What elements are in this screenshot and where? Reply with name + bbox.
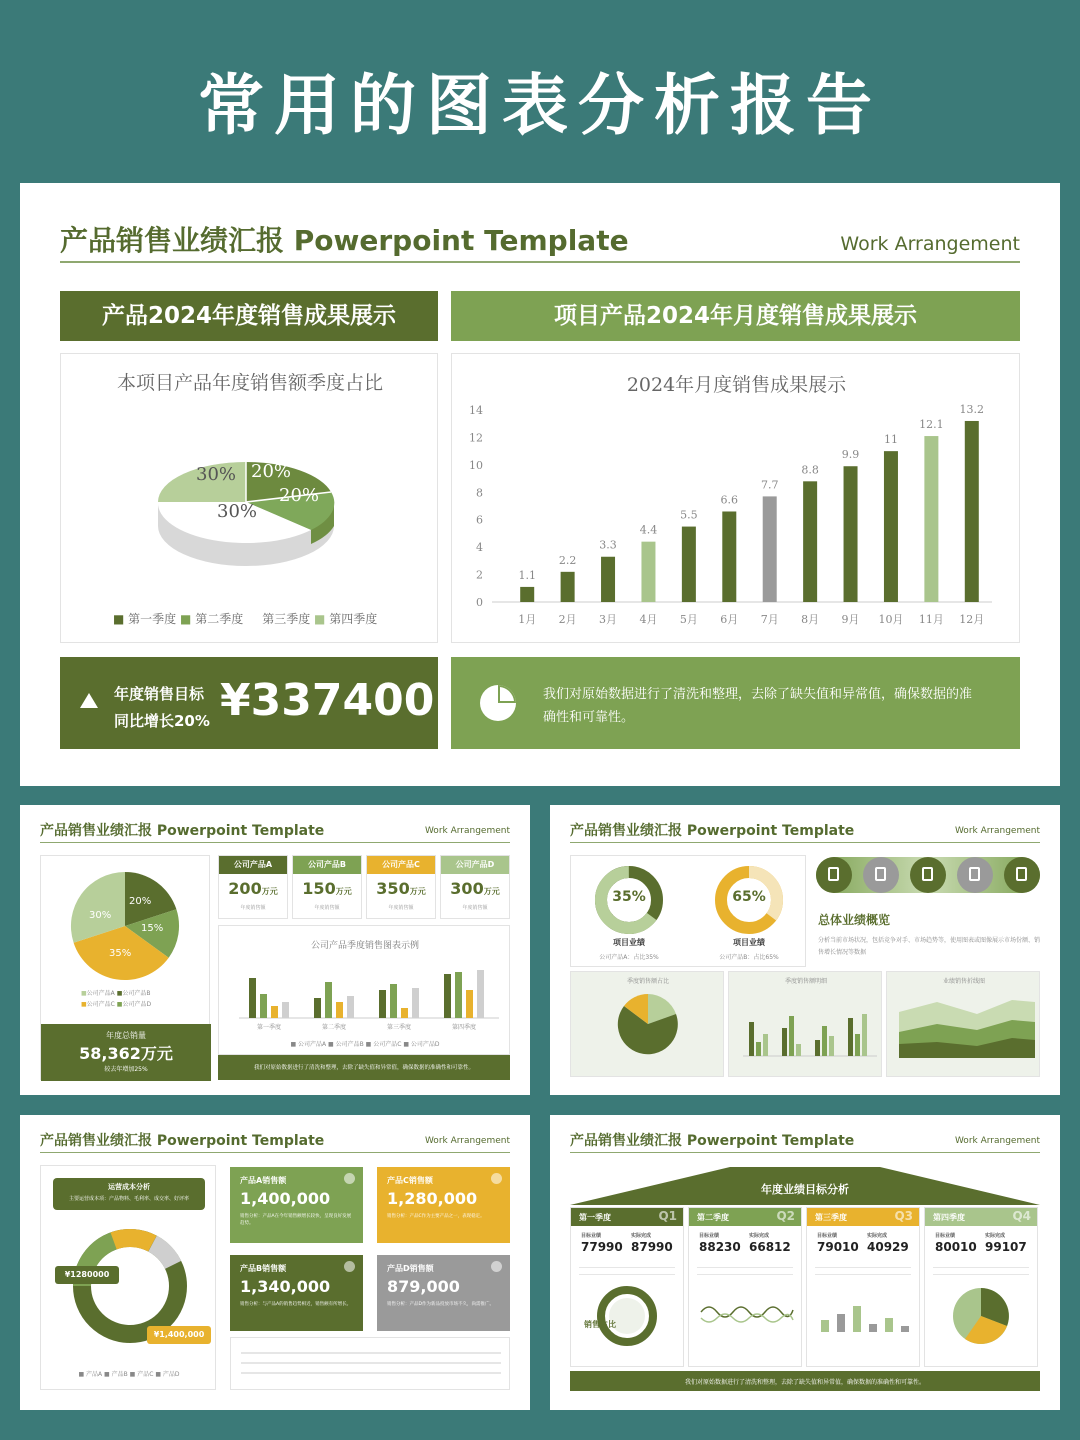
product-card-value [441,879,509,898]
thumb2-subtitle: Work Arrangement [954,826,1040,836]
thumb4-actual-value: 99107 [985,1240,1027,1254]
thumb4-actual-label: 实际完成 [867,1233,888,1239]
bookmark-icon[interactable] [910,857,946,893]
kpi-label-growth: 同比增长20% [114,712,210,730]
thumb1-total-box [41,1024,211,1081]
x-tick-label: 2月 [558,613,577,626]
product-unit: 万元 [483,887,500,896]
bar-value-label: 5.5 [680,508,698,522]
thumb2-donut2-value: 65% [732,889,766,905]
thumb3-divider [40,1152,510,1153]
thumb2-mini-title-1: 季度销售额占比 [626,978,669,985]
thumb4-note: 我们对原始数据进行了清洗和整理，去除了缺失值和异常值，确保数据的准确性和可靠性。 [684,1379,925,1386]
thumb2-mini-pie-panel [570,971,724,1077]
product-unit: 万元 [409,887,426,896]
bar-value-label: 2.2 [558,553,577,567]
bar-value-label: 13.2 [959,402,985,416]
thumb1-bar [249,978,256,1018]
thumb1-bar [325,982,332,1018]
bar-value-label: 1.1 [518,568,536,582]
thumb4-mini-chart [807,1282,919,1364]
thumb4-target-value: 77990 [581,1240,623,1254]
thumb4-text-lines [697,1264,793,1278]
thumb3-title: 产品销售业绩汇报 Powerpoint Template [40,1133,325,1149]
thumb1-subtitle: Work Arrangement [424,826,510,836]
bar-5月 [682,527,696,602]
t2-bar [815,1040,820,1056]
thumb1-x-label: 第三季度 [386,1024,412,1031]
thumb4-col-3 [924,1207,1038,1367]
thumb4-quarter-name: 第四季度 [933,1213,965,1222]
product-unit: 万元 [335,887,352,896]
bar-6月 [722,511,736,602]
thumb4-target-label: 目标业绩 [581,1233,602,1239]
thumb2-mini-bar-panel [728,971,882,1077]
thumb2-divider [570,842,1040,843]
file-icon-glyph [969,867,980,881]
thumb4-actual-value: 87990 [631,1240,673,1254]
note-icon-glyph [1016,867,1027,881]
thumb3-card-title: 产品A销售额 [240,1176,287,1185]
thumb1-total-value: 58,362万元 [79,1044,173,1063]
product-card-0 [218,855,288,919]
product-value: 150 [302,879,336,898]
thumb1-title: 产品销售业绩汇报 Powerpoint Template [40,823,325,839]
thumb3-card-2 [230,1255,363,1331]
thumb2-donut2-label: 项目业绩 [733,938,765,947]
thumb1-bar [271,1006,278,1018]
thumb4-quarter-tag: Q2 [776,1209,795,1223]
x-tick-label: 12月 [959,613,985,626]
thumb-slide-4 [550,1115,1060,1410]
thumb3-card-text: 销售分析：产品D作为新品投放市场不久，尚需推广。 [387,1302,494,1307]
y-tick-label: 0 [476,596,483,609]
thumb2-donut1-value: 35% [612,889,646,905]
kpi-band [60,657,438,749]
thumb2-donut1-label: 项目业绩 [613,938,645,947]
thumb1-pie [69,870,181,982]
thumb1-pie-legend: ■公司产品A ■公司产品B ■公司产品C ■公司产品D [81,990,152,1008]
bar-chart-panel [451,353,1020,643]
thumb2-title: 产品销售业绩汇报 Powerpoint Template [570,823,855,839]
thumb3-analysis-title: 运营成本分析 [108,1183,150,1191]
thumb1-note-band [218,1055,510,1080]
thumb1-pie-panel [40,855,210,1080]
thumb4-col-0 [570,1207,684,1367]
thumb4-col-1 [688,1207,802,1367]
bar-value-label: 12.1 [919,418,944,432]
thumb2-overview-text: 分析当前市场状况，包括竞争对手、市场趋势等，使用图表或图像展示市场份额、销售增长情况等数据 [818,937,1041,956]
thumb4-col-2 [806,1207,920,1367]
bar-9月 [844,466,858,602]
thumb1-bar [455,972,462,1018]
monthly-bar-chart [452,354,1021,644]
x-tick-label: 11月 [918,613,944,626]
chart-doc-icon-glyph [828,867,839,881]
x-tick-label: 8月 [801,613,820,626]
thumb4-col-header [807,1208,919,1226]
thumb3-text-lines [241,1348,501,1380]
thumb4-col-header [689,1208,801,1226]
thumb3-card-value: 1,400,000 [240,1189,331,1208]
thumb4-actual-label: 实际完成 [985,1233,1006,1239]
product-card-title: 公司产品A [219,856,287,874]
thumb4-target-label: 目标业绩 [699,1233,720,1239]
thumb4-actual-label: 实际完成 [631,1233,652,1239]
thumb4-quarter-tag: Q1 [658,1209,677,1223]
pie-label-q2: 20% [251,461,292,482]
thumb2-mini-bars [729,972,883,1078]
thumb1-pie-label-b: 20% [129,896,152,907]
thumb4-roof-title: 年度业绩目标分析 [761,1183,849,1196]
note-band [451,657,1020,749]
x-tick-label: 4月 [639,613,658,626]
thumb2-donuts-panel [570,855,806,967]
pie-title: 本项目产品年度销售额季度占比 [116,372,383,394]
product-card-note: 年度销售额 [462,905,488,911]
t2-bar [789,1016,794,1056]
thumb4-quarter-tag: Q3 [894,1209,913,1223]
thumb1-note: 我们对原始数据进行了清洗和整理，去除了缺失值和异常值，确保数据的准确性和可靠性。 [253,1065,474,1071]
thumb4-actual-label: 实际完成 [749,1233,770,1239]
product-card-title: 公司产品C [367,856,435,874]
bar-value-label: 7.7 [760,478,779,492]
main-slide [20,183,1060,786]
product-unit: 万元 [261,887,278,896]
thumb1-bar [314,998,321,1018]
t2-bar [822,1026,827,1056]
thumb3-legend: ■ 产品A ■ 产品B ■ 产品C ■ 产品D [78,1371,180,1378]
thumb3-card-1 [377,1167,510,1243]
thumb4-target-value: 88230 [699,1240,741,1254]
y-tick-label: 10 [469,458,483,472]
y-tick-label: 12 [469,431,483,445]
legend-q2: 第二季度 [195,612,244,626]
bar-3月 [601,557,615,602]
thumb3-card-value: 1,340,000 [240,1277,331,1296]
product-card-title: 公司产品B [293,856,361,874]
thumb1-pie-label-a: 30% [89,910,112,921]
file-icon[interactable] [957,857,993,893]
thumb1-bar [260,994,267,1018]
thumb1-divider [40,842,510,843]
thumb2-mini-title-3: 业绩销售折线图 [942,978,985,985]
kpi-value: ¥337400 [220,675,435,726]
thumb3-card-icon [344,1173,355,1184]
thumb4-target-label: 目标业绩 [935,1233,956,1239]
t2-bar [763,1034,768,1056]
thumb3-tag-1: ¥1280000 [55,1266,119,1284]
thumb3-card-title: 产品C销售额 [387,1176,433,1185]
thumb2-overview-title: 总体业绩概览 [818,913,891,927]
thumb4-quarter-name: 第三季度 [815,1213,847,1222]
thumb4-actual-value: 40929 [867,1240,909,1254]
t2-bar [756,1042,761,1056]
document-icon-glyph [875,867,886,881]
product-value: 200 [228,879,262,898]
thumb4-text-lines [579,1264,675,1278]
product-card-1 [292,855,362,919]
thumb-slide-2 [550,805,1060,1095]
product-card-value [293,879,361,898]
product-card-note: 年度销售额 [388,905,414,911]
thumb1-bar [444,974,451,1018]
thumb1-bar [477,970,484,1018]
annual-section-banner: 产品2024年度销售成果展示 [60,291,438,341]
thumb3-analysis-text: 主要运营成本项：产品物料、毛利率、成交率、好评率 [68,1196,189,1202]
legend-q1: 第一季度 [128,612,177,626]
thumb1-x-label: 第四季度 [451,1024,477,1031]
slide-subtitle: Work Arrangement [840,233,1020,255]
product-card-value [219,879,287,898]
x-tick-label: 3月 [599,613,618,626]
slide-title: 产品销售业绩汇报 Powerpoint Template [60,224,629,257]
thumb4-mini-chart [689,1282,801,1364]
thumb3-card-icon [344,1261,355,1272]
bar-chart-title: 2024年月度销售成果展示 [626,374,847,396]
y-tick-label: 8 [476,486,483,500]
thumb4-text-lines [933,1264,1029,1278]
thumb1-chart-panel [218,925,510,1055]
thumb4-divider [570,1152,1040,1153]
bar-value-label: 8.8 [801,463,819,477]
thumb2-mini-title-2: 季度销售额明细 [784,978,827,985]
y-tick-label: 2 [476,568,483,582]
product-card-note: 年度销售额 [314,905,340,911]
thumb3-tag-2: ¥1,400,000 [147,1326,211,1344]
legend-q4: 第四季度 [329,612,378,626]
bar-10月 [884,451,898,602]
thumb3-card-icon [491,1261,502,1272]
pie-label-q4: 30% [217,501,258,522]
bar-1月 [520,587,534,602]
thumb3-text-panel [230,1337,510,1390]
thumb4-target-value: 79010 [817,1240,859,1254]
bar-8月 [803,481,817,602]
thumb3-donut-panel [40,1165,216,1390]
thumb1-pie-label-d: 35% [109,948,132,959]
thumb4-title: 产品销售业绩汇报 Powerpoint Template [570,1133,855,1149]
pie-label-q1: 30% [196,464,237,485]
t2-bar [855,1034,860,1056]
thumb3-card-0 [230,1167,363,1243]
thumb1-chart-title: 公司产品季度销售图表示例 [310,941,419,951]
y-tick-label: 6 [476,513,483,527]
thumb4-text-lines [815,1264,911,1278]
thumb4-actual-value: 66812 [749,1240,791,1254]
thumb1-x-label: 第一季度 [256,1024,282,1031]
bar-11月 [924,436,938,602]
product-value: 350 [376,879,410,898]
thumb4-subtitle: Work Arrangement [954,1136,1040,1146]
thumb1-bar [336,1002,343,1018]
thumb1-bar [401,1008,408,1018]
thumb4-quarter-tag: Q4 [1012,1209,1031,1223]
thumb4-donut-label: 销售占比 [584,1320,616,1329]
x-tick-label: 7月 [760,613,779,626]
product-value: 300 [450,879,484,898]
thumb2-mini-pie [616,992,680,1056]
x-tick-label: 1月 [518,613,537,626]
thumb1-bar [390,984,397,1018]
thumb2-donut1-note: 公司产品A：占比35% [599,954,659,961]
y-tick-label: 14 [469,404,483,417]
thumb1-bar [282,1002,289,1018]
t2-bar [749,1022,754,1056]
bar-value-label: 6.6 [720,493,739,507]
thumb3-subtitle: Work Arrangement [424,1136,510,1146]
thumb4-quarter-name: 第二季度 [697,1213,729,1222]
thumb3-card-value: 879,000 [387,1277,460,1296]
bar-7月 [763,496,777,602]
thumb4-target-value: 80010 [935,1240,977,1254]
thumb3-card-3 [377,1255,510,1331]
thumb1-total-label: 年度总销量 [106,1031,146,1040]
thumb4-col-header [571,1208,683,1226]
chart-doc-icon[interactable] [816,857,852,893]
note-text: 我们对原始数据进行了清洗和整理，去除了缺失值和异常值，确保数据的准确性和可靠性。 [543,687,973,725]
x-tick-label: 9月 [841,613,860,626]
product-card-3 [440,855,510,919]
header-divider [60,261,1020,263]
thumb2-mini-area [887,972,1041,1078]
document-icon[interactable] [863,857,899,893]
bar-2月 [561,572,575,602]
thumb-slide-3 [20,1115,530,1410]
thumb3-card-text: 销售分析：产品C作为主要产品之一，表现稳定。 [387,1214,485,1219]
t2-bar [796,1044,801,1056]
note-icon[interactable] [1004,857,1040,893]
thumb2-donut2-note: 公司产品B：占比65% [719,954,779,961]
kpi-label-target: 年度销售目标 [114,685,205,703]
thumb1-bar [347,996,354,1018]
page-title: 常用的图表分析报告 [198,66,882,144]
legend-q3: 第三季度 [262,612,311,626]
bar-value-label: 11 [883,433,898,447]
product-card-value [367,879,435,898]
y-tick-label: 4 [476,541,483,555]
bar-4月 [641,542,655,602]
product-card-2 [366,855,436,919]
bar-value-label: 3.3 [599,538,617,552]
pie-label-q3: 20% [279,485,320,506]
thumb4-col-header [925,1208,1037,1226]
thumb4-quarter-name: 第一季度 [579,1213,611,1222]
thumb1-x-label: 第二季度 [321,1024,347,1031]
monthly-section-banner: 项目产品2024年月度销售成果展示 [451,291,1020,341]
thumb1-bar-chart [219,926,511,1056]
thumb4-mini-chart [925,1282,1037,1364]
thumb2-mini-area-panel [886,971,1040,1077]
thumb4-target-label: 目标业绩 [817,1233,838,1239]
product-card-note: 年度销售额 [240,905,266,911]
thumb1-bar [379,990,386,1018]
bar-value-label: 4.4 [639,523,658,537]
x-tick-label: 6月 [720,613,739,626]
thumb3-card-text: 销售分析：产品A在今年销售额增长较快，呈现良好发展趋势。 [240,1214,352,1226]
thumb3-analysis-box [53,1178,205,1210]
product-card-title: 公司产品D [441,856,509,874]
thumb3-card-title: 产品D销售额 [387,1264,434,1273]
thumb-slide-1 [20,805,530,1095]
thumb1-bar [466,990,473,1018]
up-triangle-icon [80,693,98,708]
t2-bar [862,1014,867,1056]
thumb3-card-icon [491,1173,502,1184]
thumb4-note-band [570,1371,1040,1391]
thumb1-total-note: 较去年增加25% [104,1066,148,1073]
thumb3-card-value: 1,280,000 [387,1189,478,1208]
x-tick-label: 10月 [878,613,904,626]
t2-bar [829,1036,834,1056]
thumb3-card-title: 产品B销售额 [240,1264,287,1273]
thumb1-bar [412,988,419,1018]
x-tick-label: 5月 [679,613,698,626]
bar-value-label: 9.9 [841,448,860,462]
thumb1-chart-legend: ■ 公司产品A ■ 公司产品B ■ 公司产品C ■ 公司产品D [290,1041,440,1048]
thumb1-pie-label-c: 15% [141,923,164,934]
thumb3-card-text: 销售分析：与产品A的销售趋势相近，销售额有所增长。 [240,1302,352,1307]
bookmark-icon-glyph [922,867,933,881]
pie-legend: ■ 第一季度 ■ 第二季度 ■ 第三季度 ■ 第四季度 [113,612,378,626]
pie-panel [60,353,438,643]
pie-chart-icon [478,683,518,723]
t2-bar [848,1018,853,1056]
bar-12月 [965,421,979,602]
t2-bar [782,1028,787,1056]
